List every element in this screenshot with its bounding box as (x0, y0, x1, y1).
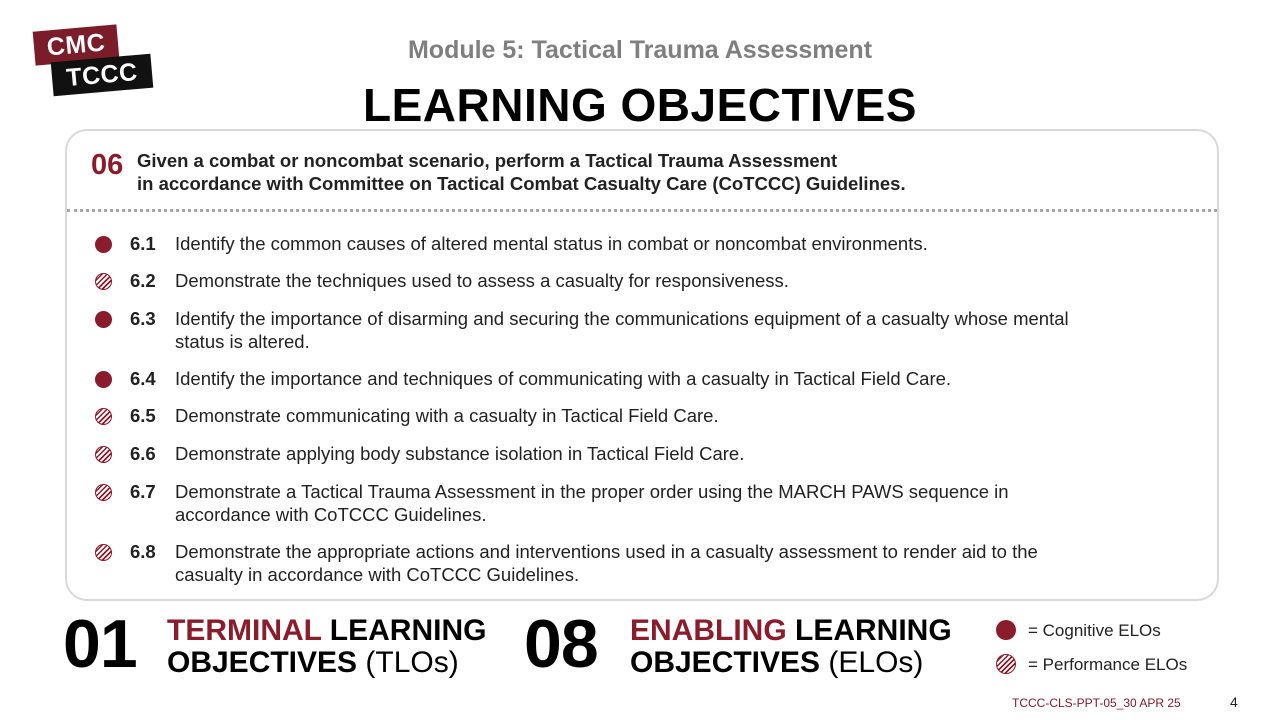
elo-text (175, 480, 1207, 526)
elo-number: 6.8 (130, 541, 156, 562)
tlo-abbr: (TLOs) (357, 646, 459, 679)
elo-number: 6.5 (130, 405, 156, 426)
objectives-panel (65, 129, 1219, 601)
performance-hatched-dot-icon (95, 408, 112, 425)
elo-text-line: Identify the common causes of altered mental status in combat or noncombat environments. (175, 233, 928, 254)
elo-text (175, 442, 1207, 465)
elo-count: 08 (524, 606, 598, 682)
performance-hatched-dot-icon (95, 273, 112, 290)
cognitive-dot-icon (95, 371, 112, 388)
elo-number: 6.3 (130, 308, 156, 329)
logo-bottom-text: TCCC (51, 54, 154, 97)
terminal-objectives-label (167, 615, 486, 679)
elo-text (175, 269, 1207, 292)
elo-text-line: Demonstrate communicating with a casualty in Tactical Field Care. (175, 405, 719, 426)
cognitive-dot-icon (996, 620, 1016, 640)
document-code: TCCC-CLS-PPT-05_30 APR 25 (1012, 696, 1181, 710)
tlo-count: 01 (63, 606, 137, 682)
tlo-line-2: in accordance with Committee on Tactical Combat Casualty Care (CoTCCC) Guidelines. (137, 173, 906, 194)
terminal-learning-word: LEARNING (321, 614, 487, 647)
elo-text-line: Identify the importance and techniques of communicating with a casualty in Tactical Field Care. (175, 368, 952, 389)
elo-text (175, 232, 1207, 255)
elo-number: 6.1 (130, 233, 156, 254)
elo-text-line: Demonstrate the techniques used to assess a casualty for responsiveness. (175, 270, 789, 291)
elo-text-line: Demonstrate applying body substance isolation in Tactical Field Care. (175, 443, 745, 464)
tlo-statement (137, 149, 906, 195)
terminal-word: TERMINAL (167, 614, 322, 647)
cognitive-dot-icon (95, 311, 112, 328)
performance-hatched-dot-icon (95, 544, 112, 561)
elo-abbr: (ELOs) (820, 646, 924, 679)
enabling-learning-word: LEARNING (786, 614, 952, 647)
elo-text-line: status is altered. (175, 331, 310, 352)
enabling-objectives-word: OBJECTIVES (630, 646, 821, 679)
elo-number: 6.6 (130, 443, 156, 464)
performance-hatched-dot-icon (95, 446, 112, 463)
elo-text (175, 367, 1207, 390)
elo-text-line: Demonstrate the appropriate actions and interventions used in a casualty assessment to render aid to the (175, 541, 1038, 562)
page-title: LEARNING OBJECTIVES (363, 79, 917, 131)
enabling-objectives-label (630, 615, 952, 679)
page-number: 4 (1230, 694, 1238, 710)
performance-hatched-dot-icon (95, 484, 112, 501)
elo-number: 6.2 (130, 270, 156, 291)
elo-text (175, 404, 1207, 427)
elo-text-line: accordance with CoTCCC Guidelines. (175, 504, 487, 525)
elo-text-line: Identify the importance of disarming and securing the communications equipment of a casualty whose mental (175, 308, 1069, 329)
legend-cognitive-label: = Cognitive ELOs (1028, 621, 1161, 640)
tlo-line-1: Given a combat or noncombat scenario, perform a Tactical Trauma Assessment (137, 150, 838, 171)
cognitive-dot-icon (95, 236, 112, 253)
terminal-objectives-word: OBJECTIVES (167, 646, 358, 679)
elo-text (175, 540, 1207, 586)
elo-text (175, 307, 1207, 353)
module-subtitle: Module 5: Tactical Trauma Assessment (407, 36, 873, 64)
tlo-number: 06 (91, 149, 124, 181)
performance-hatched-dot-icon (996, 654, 1016, 674)
enabling-word: ENABLING (630, 614, 787, 647)
legend-performance-label: = Performance ELOs (1028, 655, 1188, 674)
logo-top-text: CMC (33, 24, 120, 65)
elo-number: 6.7 (130, 481, 156, 502)
dotted-divider (67, 209, 1217, 212)
elo-text-line: casualty in accordance with CoTCCC Guidelines. (175, 564, 580, 585)
elo-text-line: Demonstrate a Tactical Trauma Assessment in the proper order using the MARCH PAWS sequence in (175, 481, 1009, 502)
elo-number: 6.4 (130, 368, 156, 389)
